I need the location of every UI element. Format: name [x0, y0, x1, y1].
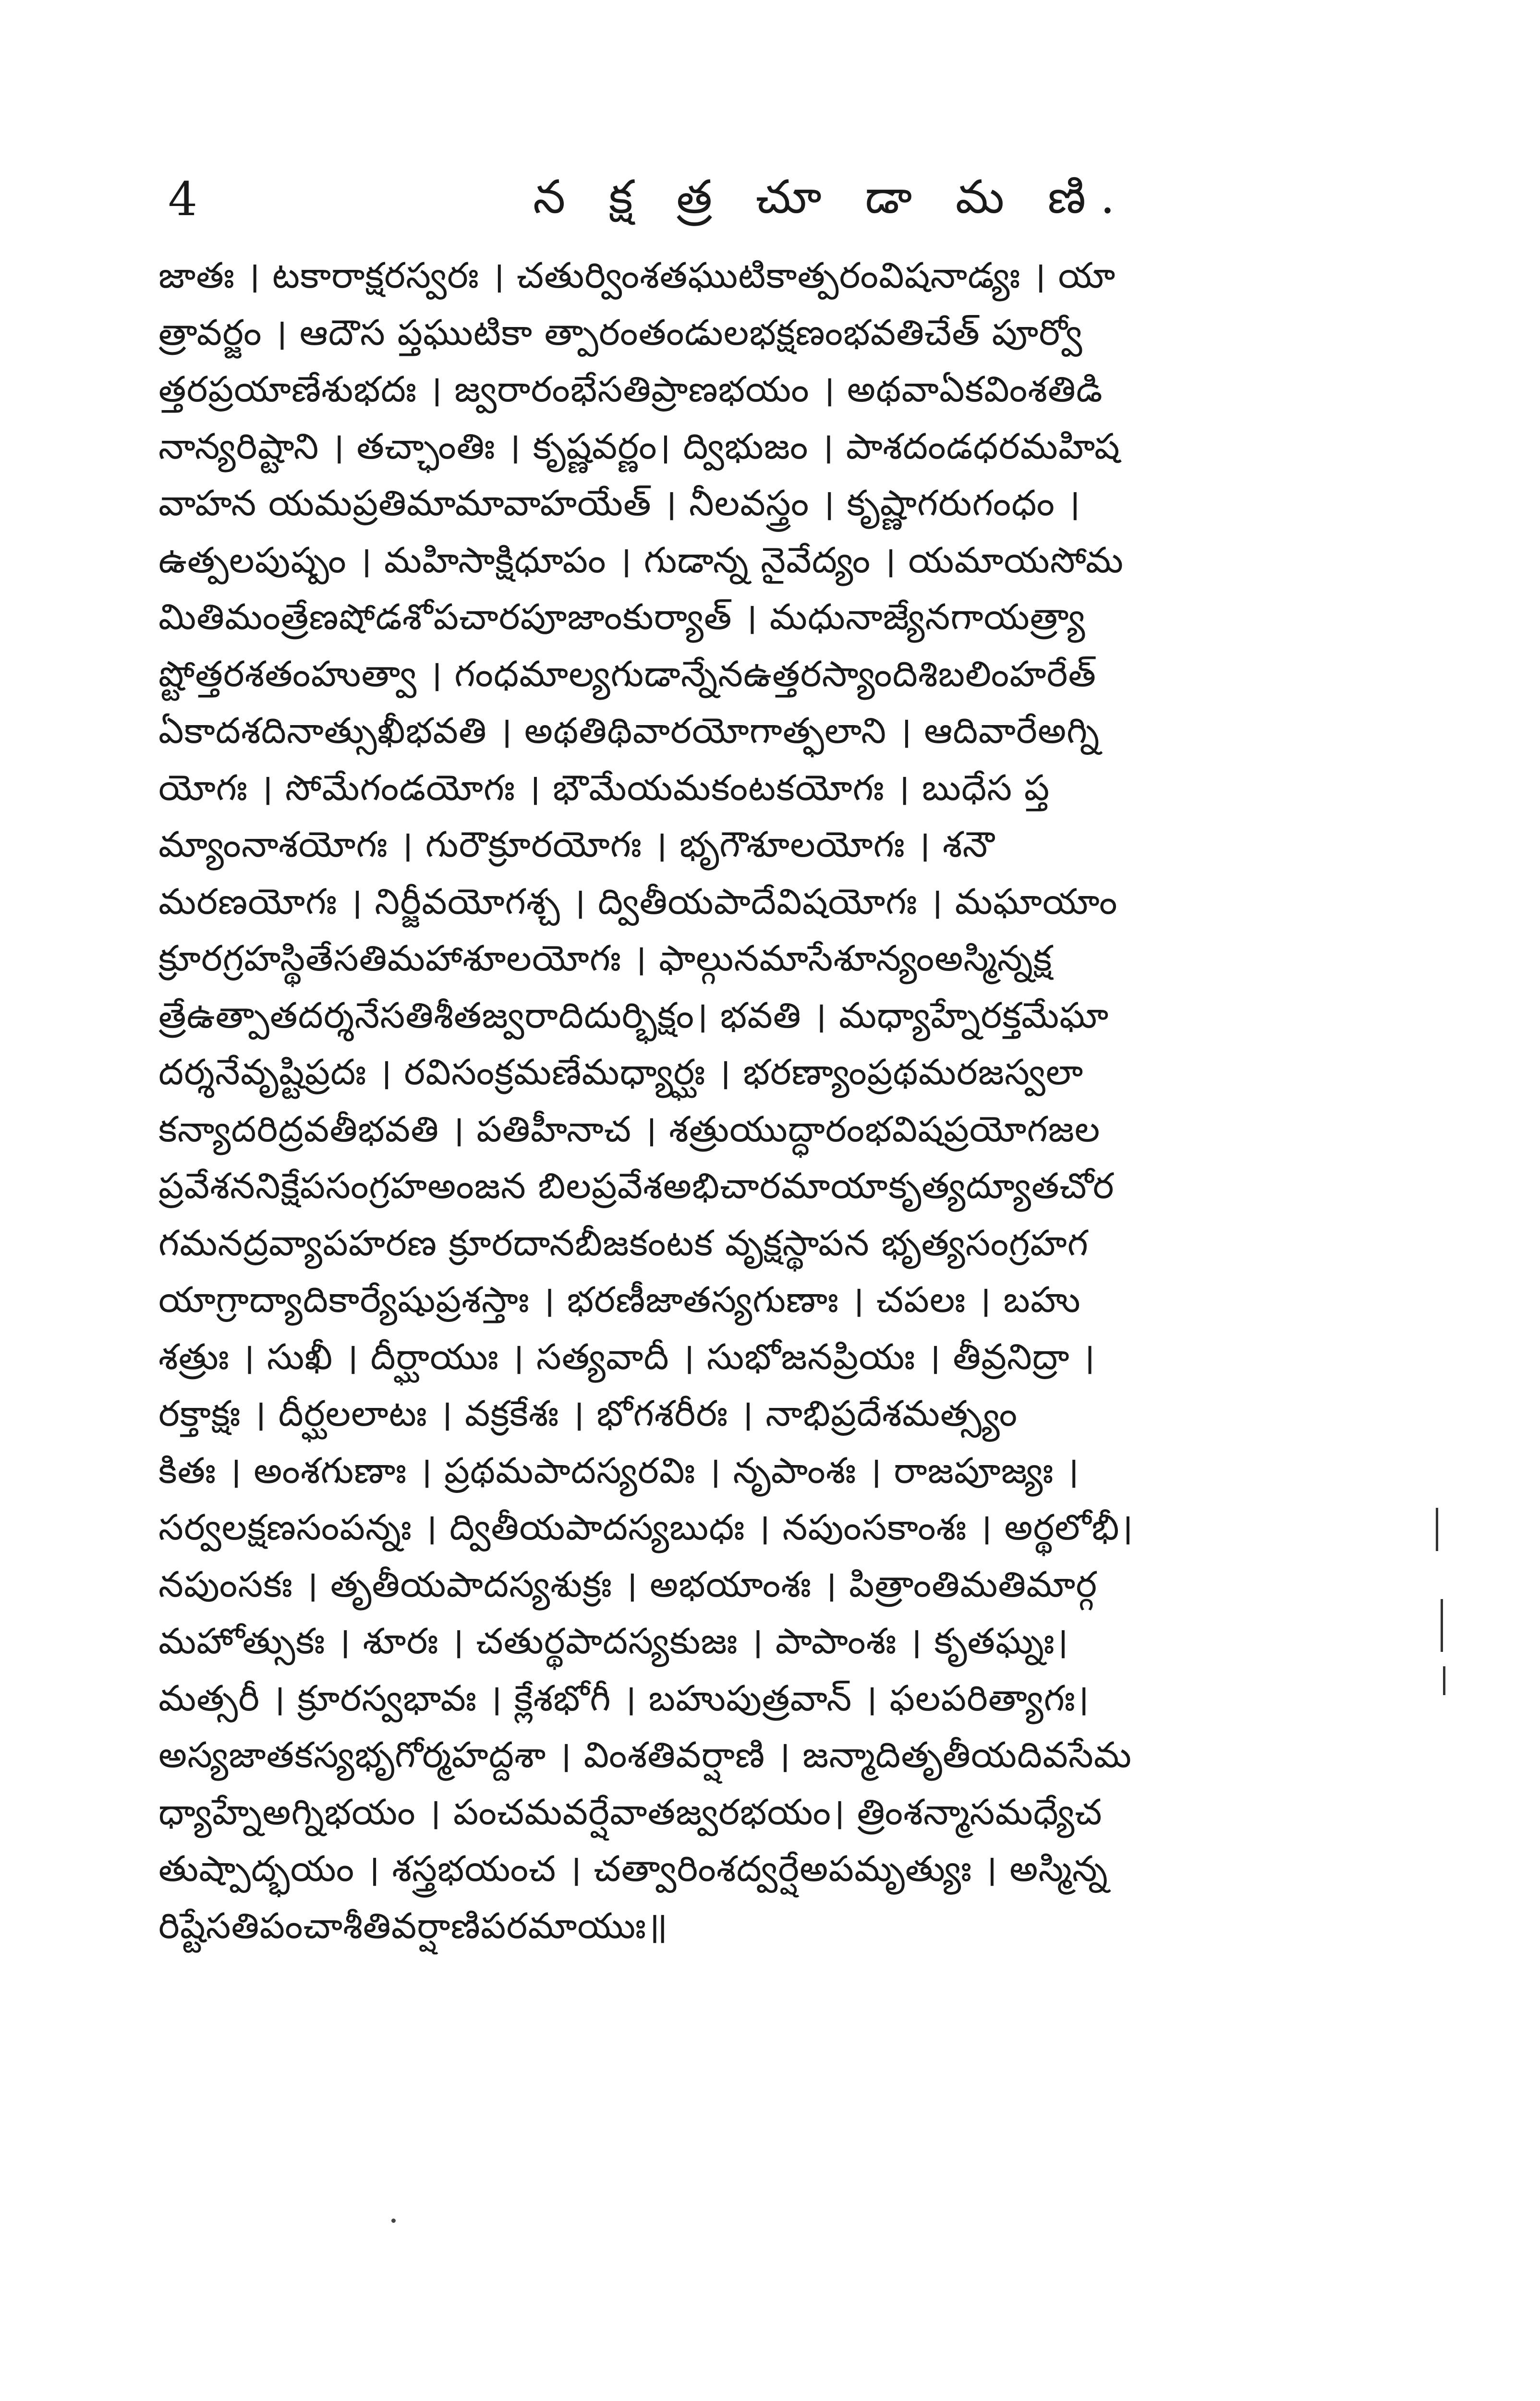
margin-mark	[1443, 1666, 1445, 1695]
text-line: క్రూరగ్రహస్థితేసతిమహాశూలయోగః । ఫాల్గునమాసేశూన్యంఅస్మిన్నక్ష	[158, 938, 1053, 979]
text-line: ప్రవేశననిక్షేపసంగ్రహఅంజన బిలప్రవేశఅభిచారమాయాకృత్యద్యూతచోర	[158, 1165, 1115, 1207]
text-line: ష్టోత్తరశతంహుత్వా । గంధమాల్యగుడాన్నేనఉత్తరస్యాందిశిబలింహరేత్	[158, 653, 1097, 695]
page-header	[158, 158, 1455, 240]
text-line: ఉత్పలపుష్పం । మహిసాక్షిధూపం । గుడాన్న నైవేద్యం । యమాయసోమ	[158, 539, 1124, 581]
running-title: న క్ష త్ర చూ డా మ ణి.	[533, 170, 1129, 224]
text-line: ఏకాదశదినాత్సుఖీభవతి । అథతిథివారయోగాత్ఫలాని । ఆదివారేఅగ్ని	[158, 710, 1100, 752]
text-line: మహోత్సుకః । శూరః । చతుర్థపాదస్యకుజః । పాపాంశః । కృతఘ్నః।	[158, 1621, 1069, 1662]
text-line: మత్సరీ । క్రూరస్వభావః । క్లేశభోగీ । బహుపుత్రవాన్ । ఫలపరిత్యాగః।	[158, 1677, 1090, 1719]
text-line: సర్వలక్షణసంపన్నః । ద్వితీయపాదస్యబుధః । నపుంసకాంశః । అర్థలోభీ।	[158, 1507, 1134, 1548]
text-line: మరణయోగః । నిర్జీవయోగశ్చ । ద్వితీయపాదేవిషయోగః । మఘాయాం	[158, 881, 1118, 922]
text-line: దర్శనేవృష్టిప్రదః । రవిసంక్రమణేమధ్యార్ఘః । భరణ్యాంప్రథమరజస్వలా	[158, 1052, 1084, 1093]
body-text	[158, 247, 1455, 1954]
text-line: గమనద్రవ్యాపహరణ క్రూరదానబీజకంటక వృక్షస్థాపన భృత్యసంగ్రహగ	[158, 1222, 1089, 1264]
text-line: రిష్టేసతిపంచాశీతివర్షాణిపరమాయుః॥	[158, 1905, 668, 1947]
text-line: త్రేఉత్పాతదర్శనేసతిశీతజ్వరాదిదుర్భిక్షం। భవతి । మధ్యాహ్నేరక్తమేఘా	[158, 994, 1109, 1036]
text-line: నపుంసకః । తృతీయపాదస్యశుక్రః । అభయాంశః । పిత్రాంతిమతిమార్గ	[158, 1564, 1098, 1605]
page-number: 4	[168, 172, 198, 226]
margin-mark	[1436, 1508, 1438, 1551]
text-line: యోగః । సోమేగండయోగః । భౌమేయమకంటకయోగః । బుధేస ప్త	[158, 767, 1050, 809]
text-line: యాగ్రాద్యాదికార్యేషుప్రశస్తాః । భరణీజాతస్యగుణాః । చపలః । బహు	[158, 1279, 1081, 1321]
stray-dot	[391, 2219, 396, 2223]
text-line: మ్యాంనాశయోగః । గురౌక్రూరయోగః । భృగౌశూలయోగః । శనౌ	[158, 824, 995, 865]
text-line: తుష్పాద్భయం । శస్త్రభయంచ । చత్వారింశద్వర్షేఅపమృత్యుః । అస్మిన్న	[158, 1848, 1108, 1890]
text-line: వాహన యమప్రతిమామావాహయేత్ । నీలవస్త్రం । కృష్ణాగరుగంధం ।	[158, 483, 1081, 524]
margin-mark	[1441, 1599, 1443, 1652]
text-line: ధ్యాహ్నేఅగ్నిభయం । పంచమవర్షేవాతజ్వరభయం। త్రింశన్మాసమధ్యేచ	[158, 1791, 1103, 1833]
text-line: శత్రుః । సుఖీ । దీర్ఘాయుః । సత్యవాదీ । సుభోజనప్రియః । తీవ్రనిద్రా ।	[158, 1336, 1096, 1378]
text-line: అస్యజాతకస్యభృగోర్మహద్దశా । వింశతివర్షాణి । జన్మాదితృతీయదివసేమ	[158, 1734, 1132, 1776]
text-line: మితిమంత్రేణషోడశోపచారపూజాంకుర్యాత్ । మధునాజ్యేనగాయత్ర్యా	[158, 596, 1086, 638]
text-line: నాన్యరిష్టాని । తచ్ఛాంతిః । కృష్ణవర్ణం। ద్విభుజం । పాశదండధరమహిష	[158, 425, 1120, 467]
text-line: కన్యాదరిద్రవతీభవతి । పతిహీనాచ । శత్రుయుద్ధారంభవిషప్రయోగజల	[158, 1108, 1101, 1150]
text-line: రక్తాక్షః । దీర్ఘలలాటః । వక్రకేశః । భోగశరీరః । నాభిప్రదేశమత్స్యం	[158, 1393, 1018, 1434]
text-line: జాతః । టకారాక్షరస్వరః । చతుర్వింశతఘుటికాత్పరంవిషనాడ్యః । యా	[158, 255, 1116, 296]
text-line: త్రావర్జం । ఆదౌస ప్తఘుటికా త్పారంతండులభక్షణంభవతిచేత్ పూర్వో	[158, 312, 1083, 353]
text-line: త్తరప్రయాణేశుభదః । జ్వరారంభేసతిప్రాణభయం । అథవాఏకవింశతిడి	[158, 369, 1103, 410]
text-line: కితః । అంశగుణాః । ప్రథమపాదస్యరవిః । నృపాంశః । రాజపూజ్యః ।	[158, 1450, 1079, 1492]
